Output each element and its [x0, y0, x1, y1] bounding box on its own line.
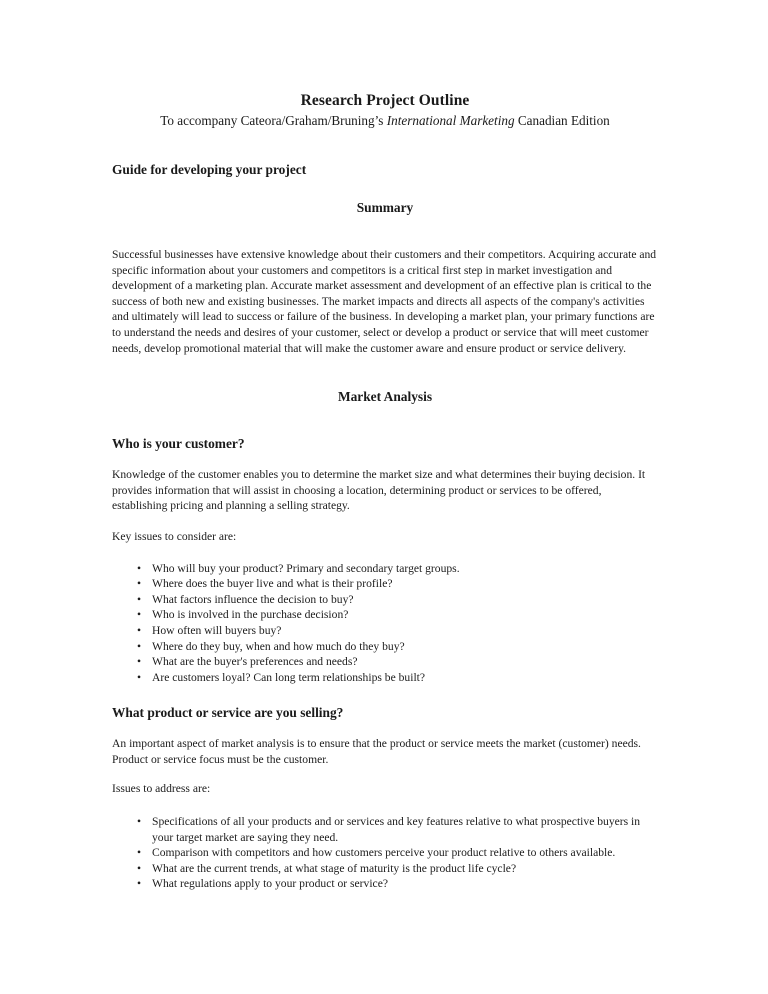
list-item: [112, 576, 658, 592]
summary-heading: Summary: [356, 200, 414, 215]
bullet-icon: •: [137, 861, 142, 875]
spacer: [112, 178, 658, 199]
customer-section-heading: Who is your customer?: [112, 436, 245, 452]
document-content: [112, 0, 658, 892]
list-item-label: What regulations apply to your product or service?: [152, 877, 388, 891]
spacer: [112, 721, 658, 736]
list-item-label: Specifications of all your products and or services and key features relative to what prospective buyers in your target market are saying they need.: [152, 815, 641, 844]
list-item: [112, 876, 658, 892]
spacer: [112, 130, 658, 161]
bullet-icon: •: [137, 608, 142, 622]
bullet-icon: •: [137, 639, 142, 653]
bullet-icon: •: [137, 670, 142, 684]
spacer: [112, 356, 658, 388]
list-item: [112, 845, 658, 861]
bullet-icon: •: [137, 846, 142, 860]
customer-section-paragraph: Knowledge of the customer enables you to determine the market size and what determines their buying decision. It provides information that will assist in choosing a location, determining product or services to be offered, establishing pricing and planning a selling strategy.: [112, 468, 646, 513]
list-item: [112, 592, 658, 608]
bullet-icon: •: [137, 655, 142, 669]
list-item: [112, 639, 658, 655]
subtitle-text-after: Canadian Edition: [514, 113, 610, 128]
list-item: [112, 623, 658, 639]
list-item: [112, 670, 658, 686]
list-item-label: Are customers loyal? Can long term relationships be built?: [152, 670, 426, 684]
list-item: [112, 654, 658, 670]
list-item-label: How often will buyers buy?: [152, 623, 282, 637]
spacer: [112, 545, 658, 561]
list-item-label: Where does the buyer live and what is their profile?: [152, 577, 393, 591]
spacer: [112, 216, 658, 247]
bullet-icon: •: [137, 592, 142, 606]
list-item-label: Comparison with competitors and how customers perceive your product relative to others available.: [152, 846, 616, 860]
bullet-icon: •: [137, 623, 142, 637]
product-section-heading: What product or service are you selling?: [112, 705, 344, 721]
list-item-label: Who will buy your product? Primary and secondary target groups.: [152, 561, 460, 575]
list-item: [112, 861, 658, 877]
product-section-paragraph: An important aspect of market analysis is to ensure that the product or service meets the market (customer) needs. Product or service focus must be the customer.: [112, 737, 641, 766]
spacer: [112, 797, 658, 814]
list-item-label: What factors influence the decision to buy?: [152, 592, 354, 606]
summary-paragraph: Successful businesses have extensive knowledge about their customers and their competitors. Acquiring accurate and specific information about your customers and competitors is a critical first step in market investigation and development of a marketing plan. Accurate market assessment and development of an effective plan is critical to the success of both new and existing businesses. The market impacts and directs all aspects of the company's activities and ultimately will lead to success or failure of the business. In developing a market plan, your primary functions are to understand the needs and desires of your customer, select or develop a product or service that will meet customer needs, develop promotional material that will make the customer aware and ensure product or service delivery.: [112, 248, 657, 355]
bullet-icon: •: [137, 577, 142, 591]
list-item: [112, 561, 658, 577]
subtitle-book-title: International Marketing: [386, 113, 515, 128]
guide-heading: Guide for developing your project: [112, 162, 307, 177]
list-item: [112, 607, 658, 623]
bullet-icon: •: [137, 815, 142, 829]
customer-list-intro: Key issues to consider are:: [112, 529, 237, 543]
spacer: [112, 452, 658, 467]
spacer: [112, 405, 658, 435]
page-title: Research Project Outline: [300, 92, 470, 109]
customer-bullet-list: [112, 561, 658, 686]
market-analysis-heading: Market Analysis: [337, 389, 433, 405]
product-list-intro: Issues to address are:: [112, 782, 211, 796]
spacer: [112, 767, 658, 781]
list-item-label: What are the current trends, at what stage of maturity is the product life cycle?: [152, 861, 517, 875]
product-bullet-list: [112, 814, 658, 892]
list-item-label: Where do they buy, when and how much do they buy?: [152, 639, 405, 653]
spacer: [112, 685, 658, 704]
subtitle-text-before: To accompany Cateora/Graham/Bruning’s: [160, 113, 387, 128]
list-item: [112, 814, 658, 845]
list-item-label: What are the buyer's preferences and needs?: [152, 655, 358, 669]
list-item-label: Who is involved in the purchase decision?: [152, 608, 349, 622]
document-subtitle: [112, 110, 658, 130]
bullet-icon: •: [137, 561, 142, 575]
bullet-icon: •: [137, 877, 142, 891]
spacer: [112, 514, 658, 529]
